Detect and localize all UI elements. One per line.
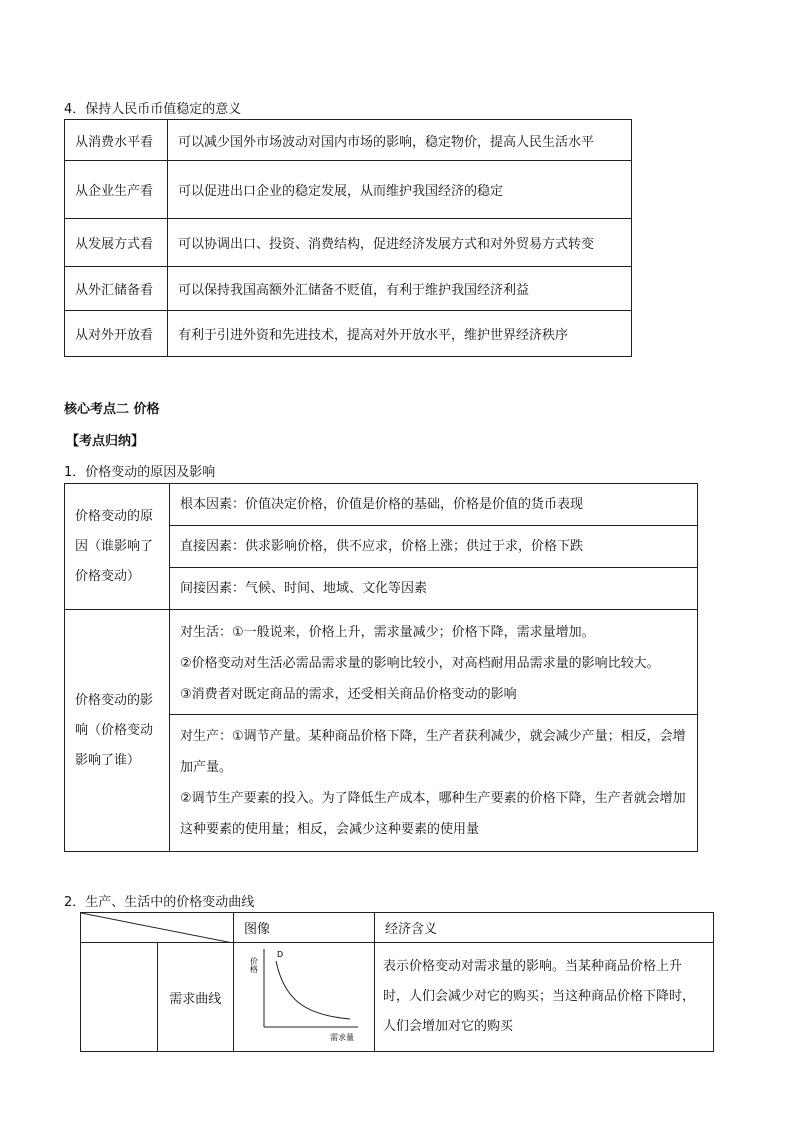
section2-title: 2．生产、生活中的价格变动曲线 [64, 895, 255, 910]
section1-title: 1．价格变动的原因及影响 [64, 465, 216, 480]
table-row [65, 267, 632, 311]
effect-life-line: ②价格变动对生活必需品需求量的影响比较小，对高档耐用品需求量的影响比较大。 [180, 655, 660, 671]
y-axis-label: 价格 [249, 957, 259, 973]
price-curve-table [80, 912, 714, 1052]
cause-key: 价格变动的原因（谁影响了价格变动） [65, 484, 170, 610]
section4-title: 4．保持人民币币值稳定的意义 [64, 102, 242, 117]
effect-prod-line: ②调节生产要素的投入。为了降低生产成本，哪种生产要素的价格下降，生产者就会增加这种要素的使用量；相反，会减少这种要素的使用量 [180, 791, 686, 837]
table-row [81, 913, 714, 943]
curve-label: D [277, 950, 284, 959]
effect-prod-cell [170, 715, 698, 852]
price-change-table [64, 483, 698, 852]
effect-key: 价格变动的影响（价格变动影响了谁） [65, 610, 170, 852]
row-key: 从发展方式看 [65, 219, 168, 267]
blank-cell [81, 943, 158, 1052]
diagonal-line [81, 913, 233, 943]
row-key: 从外汇储备看 [65, 267, 168, 311]
meaning-cell: 表示价格变动对需求量的影响。当某种商品价格上升时，人们会减少对它的购买；当这种商品价格下降时，人们会增加对它的购买 [375, 943, 714, 1052]
table-row [81, 943, 714, 1052]
demand-curve-graph [244, 943, 364, 1047]
diagonal-header-cell [81, 913, 234, 943]
table-row [65, 120, 632, 161]
row-label: 需求曲线 [157, 943, 234, 1052]
row-value: 有利于引进外资和先进技术，提高对外开放水平，维护世界经济秩序 [168, 311, 632, 357]
table-row [65, 161, 632, 219]
row-value: 可以减少国外市场波动对国内市场的影响，稳定物价，提高人民生活水平 [168, 120, 632, 161]
row-value: 可以促进出口企业的稳定发展，从而维护我国经济的稳定 [168, 161, 632, 219]
cause-direct: 直接因素：供求影响价格，供不应求，价格上涨；供过于求，价格下跌 [170, 526, 698, 568]
rmb-stability-table [64, 119, 632, 357]
row-value: 可以保持我国高额外汇储备不贬值，有利于维护我国经济利益 [168, 267, 632, 311]
table-row [65, 311, 632, 357]
summary-label: 【考点归纳】 [66, 434, 145, 449]
effect-prod-line: 对生产：①调节产量。某种商品价格下降，生产者获利减少，就会减少产量；相反，会增加产量。 [180, 729, 686, 775]
cause-indirect: 间接因素：气候、时间、地域、文化等因素 [170, 568, 698, 610]
demand-graph-cell [234, 943, 375, 1052]
col-meaning-header: 经济含义 [375, 913, 714, 943]
table-row [65, 484, 698, 526]
col-image-header: 图像 [234, 913, 375, 943]
cause-fundamental: 根本因素：价值决定价格，价值是价格的基础，价格是价值的货币表现 [170, 484, 698, 526]
row-key: 从企业生产看 [65, 161, 168, 219]
row-key: 从对外开放看 [65, 311, 168, 357]
demand-curve [276, 961, 350, 1019]
effect-life-line: 对生活：①一般说来，价格上升，需求量减少；价格下降，需求量增加。 [180, 624, 595, 640]
table-row [65, 610, 698, 715]
row-key: 从消费水平看 [65, 120, 168, 161]
effect-life-line: ③消费者对既定商品的需求，还受相关商品价格变动的影响 [180, 686, 517, 702]
table-row [65, 219, 632, 267]
x-axis-label: 需求量 [330, 1033, 354, 1042]
row-value: 可以协调出口、投资、消费结构，促进经济发展方式和对外贸易方式转变 [168, 219, 632, 267]
core-point-title: 核心考点二 价格 [64, 402, 160, 417]
effect-life-cell [170, 610, 698, 715]
